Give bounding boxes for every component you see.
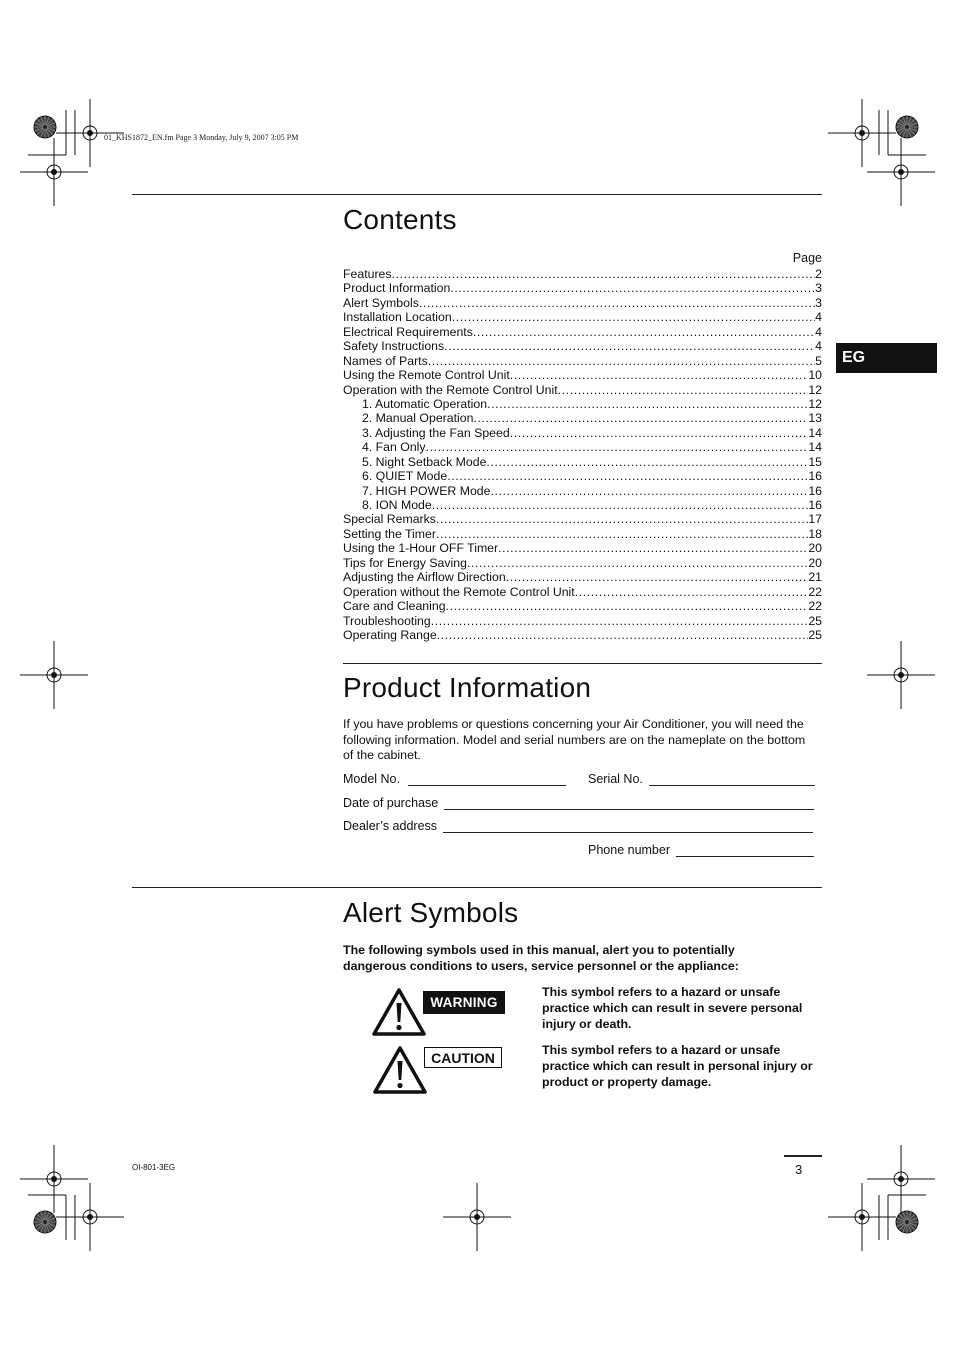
alert-symbols-intro: The following symbols used in this manual, alert you to potentially dangerous conditions to users, service personnel or the appliance: [343,943,739,973]
toc-entry[interactable] [343,296,822,310]
toc-entry[interactable] [343,354,822,368]
toc-entry-title: Care and Cleaning [343,599,446,614]
toc-entry[interactable] [343,339,822,353]
toc-entry-title: 5. Night Setback Mode [362,454,487,469]
date-of-purchase-field[interactable] [444,797,814,810]
toc-dot-leader [436,512,808,526]
toc-dot-leader [506,570,809,584]
toc-entry-page: 5 [815,353,822,368]
toc-entry[interactable] [343,383,822,397]
toc-dot-leader [558,383,809,397]
toc-entry-title: 7. HIGH POWER Mode [362,483,491,498]
toc-entry[interactable] [343,512,822,526]
contents-title: Contents [343,204,457,235]
toc-entry-page: 18 [808,526,822,541]
toc-dot-leader [450,281,815,295]
model-number-label: Model No. [343,772,400,786]
toc-entry-page: 25 [808,627,822,642]
toc-entry-title: 2. Manual Operation [362,411,474,426]
toc-dot-leader [392,267,816,281]
toc-entry-page: 12 [808,396,822,411]
toc-entry[interactable] [343,411,822,425]
toc-entry-title: Setting the Timer [343,526,436,541]
warning-triangle-icon [371,987,427,1037]
toc-dot-leader [490,484,808,498]
toc-page-label: Page [792,251,822,265]
toc-entry[interactable] [343,310,822,324]
toc-entry-page: 13 [808,411,822,426]
toc-entry-title: Operation with the Remote Control Unit [343,382,558,397]
toc-entry[interactable] [343,628,822,642]
toc-entry-page: 3 [815,295,822,310]
toc-entry-page: 25 [808,613,822,628]
toc-dot-leader [486,455,808,469]
toc-entry-title: Adjusting the Airflow Direction [343,570,506,585]
toc-entry-title: Operation without the Remote Control Unit [343,584,575,599]
toc-entry-page: 2 [815,267,822,281]
toc-entry[interactable] [343,325,822,339]
toc-entry-page: 20 [808,541,822,556]
contents-divider [132,194,822,195]
toc-entry-title: 6. QUIET Mode [362,469,448,484]
toc-entry-page: 17 [808,512,822,527]
date-of-purchase-label: Date of purchase [343,796,439,810]
toc-dot-leader [447,469,808,483]
toc-entry-title: 3. Adjusting the Fan Speed [362,425,510,440]
date-of-purchase-row [343,796,814,810]
toc-dot-leader [487,397,808,411]
toc-entry-page: 3 [815,281,822,296]
toc-entry-title: Using the 1-Hour OFF Timer [343,541,499,556]
toc-dot-leader [419,296,815,310]
toc-entry-title: 1. Automatic Operation [362,396,488,411]
toc-entry[interactable] [343,426,822,440]
caution-badge: CAUTION [424,1047,502,1068]
toc-entry[interactable] [343,527,822,541]
dealer-address-row [343,819,813,833]
toc-entry-title: 4. Fan Only [362,440,426,455]
toc-entry[interactable] [343,484,822,498]
toc-dot-leader [437,628,809,642]
toc-entry[interactable] [343,281,822,295]
toc-entry-title: Special Remarks [343,512,436,527]
toc-entry-title: Names of Parts [343,353,428,368]
file-info-header: 01_KHS1872_EN.fm Page 3 Monday, July 9, 2007 3:05 PM [104,133,299,142]
toc-entry-title: Electrical Requirements [343,324,473,339]
toc-entry[interactable] [343,614,822,628]
warning-badge: WARNING [423,991,505,1014]
toc-dot-leader [498,541,808,555]
toc-entry-title: Features [343,267,392,281]
toc-entry-page: 4 [815,324,822,339]
serial-number-field[interactable] [649,773,815,786]
toc-entry-title: Product Information [343,281,451,296]
toc-dot-leader [473,411,808,425]
toc-entry-page: 4 [815,310,822,325]
toc-entry-page: 14 [808,425,822,440]
phone-number-label: Phone number [588,843,671,857]
toc-entry-title: Installation Location [343,310,452,325]
toc-dot-leader [436,527,808,541]
toc-entry-title: Safety Instructions [343,339,445,354]
warning-description: This symbol refers to a hazard or unsafe practice which can result in severe personal injury or death. [542,985,803,1031]
toc-entry-page: 16 [808,469,822,484]
toc-entry-title: Tips for Energy Saving [343,555,467,570]
toc-entry[interactable] [343,440,822,454]
toc-entry-page: 4 [815,339,822,354]
toc-entry-title: Operating Range [343,627,437,642]
toc-entry-page: 20 [808,555,822,570]
toc-entry-page: 10 [808,368,822,383]
toc-dot-leader [446,599,809,613]
toc-entry-page: 12 [808,382,822,397]
document-code: OI-801-3EG [132,1163,176,1172]
toc-dot-leader [452,310,815,324]
toc-entry[interactable] [343,368,822,382]
serial-number-label: Serial No. [588,772,643,786]
serial-number-row [588,772,815,786]
phone-number-field[interactable] [676,844,814,857]
toc-dot-leader [432,498,809,512]
page-number-rule [784,1155,822,1157]
product-info-intro: If you have problems or questions concerning your Air Conditioner, you will need the following information. Model and serial numbers are on the nameplate on the bottom of the cabinet. [343,717,806,763]
toc-entry-title: Alert Symbols [343,295,419,310]
toc-entry[interactable] [343,541,822,555]
toc-entry-title: Troubleshooting [343,613,431,628]
toc-dot-leader [575,585,809,599]
page-number: 3 [795,1162,803,1177]
toc-entry-page: 16 [808,498,822,512]
toc-entry[interactable] [343,267,822,281]
product-info-title: Product Information [343,672,592,703]
language-tab: EG [836,343,937,373]
caution-triangle-icon [372,1045,428,1095]
toc-entry[interactable] [343,469,822,483]
toc-dot-leader [431,614,809,628]
caution-description: This symbol refers to a hazard or unsafe practice which can result in personal injury or product or property damage. [542,1043,813,1089]
toc-dot-leader [428,354,815,368]
toc-dot-leader [510,426,809,440]
alert-symbols-divider [132,887,822,888]
toc-entry[interactable] [343,556,822,570]
model-number-field[interactable] [408,773,566,786]
toc-dot-leader [510,368,809,382]
toc-dot-leader [426,440,809,454]
toc-entry[interactable] [343,455,822,469]
product-info-divider [343,663,822,664]
toc-entry-title: Using the Remote Control Unit [343,368,510,383]
toc-entry-page: 22 [808,599,822,614]
toc-entry-page: 14 [808,440,822,455]
toc-dot-leader [473,325,815,339]
toc-dot-leader [467,556,808,570]
dealer-address-field[interactable] [443,820,813,833]
table-of-contents [343,267,822,642]
toc-entry-page: 21 [808,570,822,585]
toc-entry-page: 16 [808,483,822,498]
toc-entry[interactable] [343,599,822,613]
toc-entry[interactable] [343,498,822,512]
alert-symbols-title: Alert Symbols [343,897,519,928]
toc-entry[interactable] [343,585,822,599]
toc-entry[interactable] [343,397,822,411]
toc-dot-leader [444,339,815,353]
toc-entry[interactable] [343,570,822,584]
toc-entry-page: 15 [808,454,822,469]
dealer-address-label: Dealer’s address [343,819,438,833]
toc-entry-page: 22 [808,584,822,599]
model-number-row [343,772,566,786]
phone-number-row [588,843,814,857]
toc-entry-title: 8. ION Mode [362,498,432,512]
